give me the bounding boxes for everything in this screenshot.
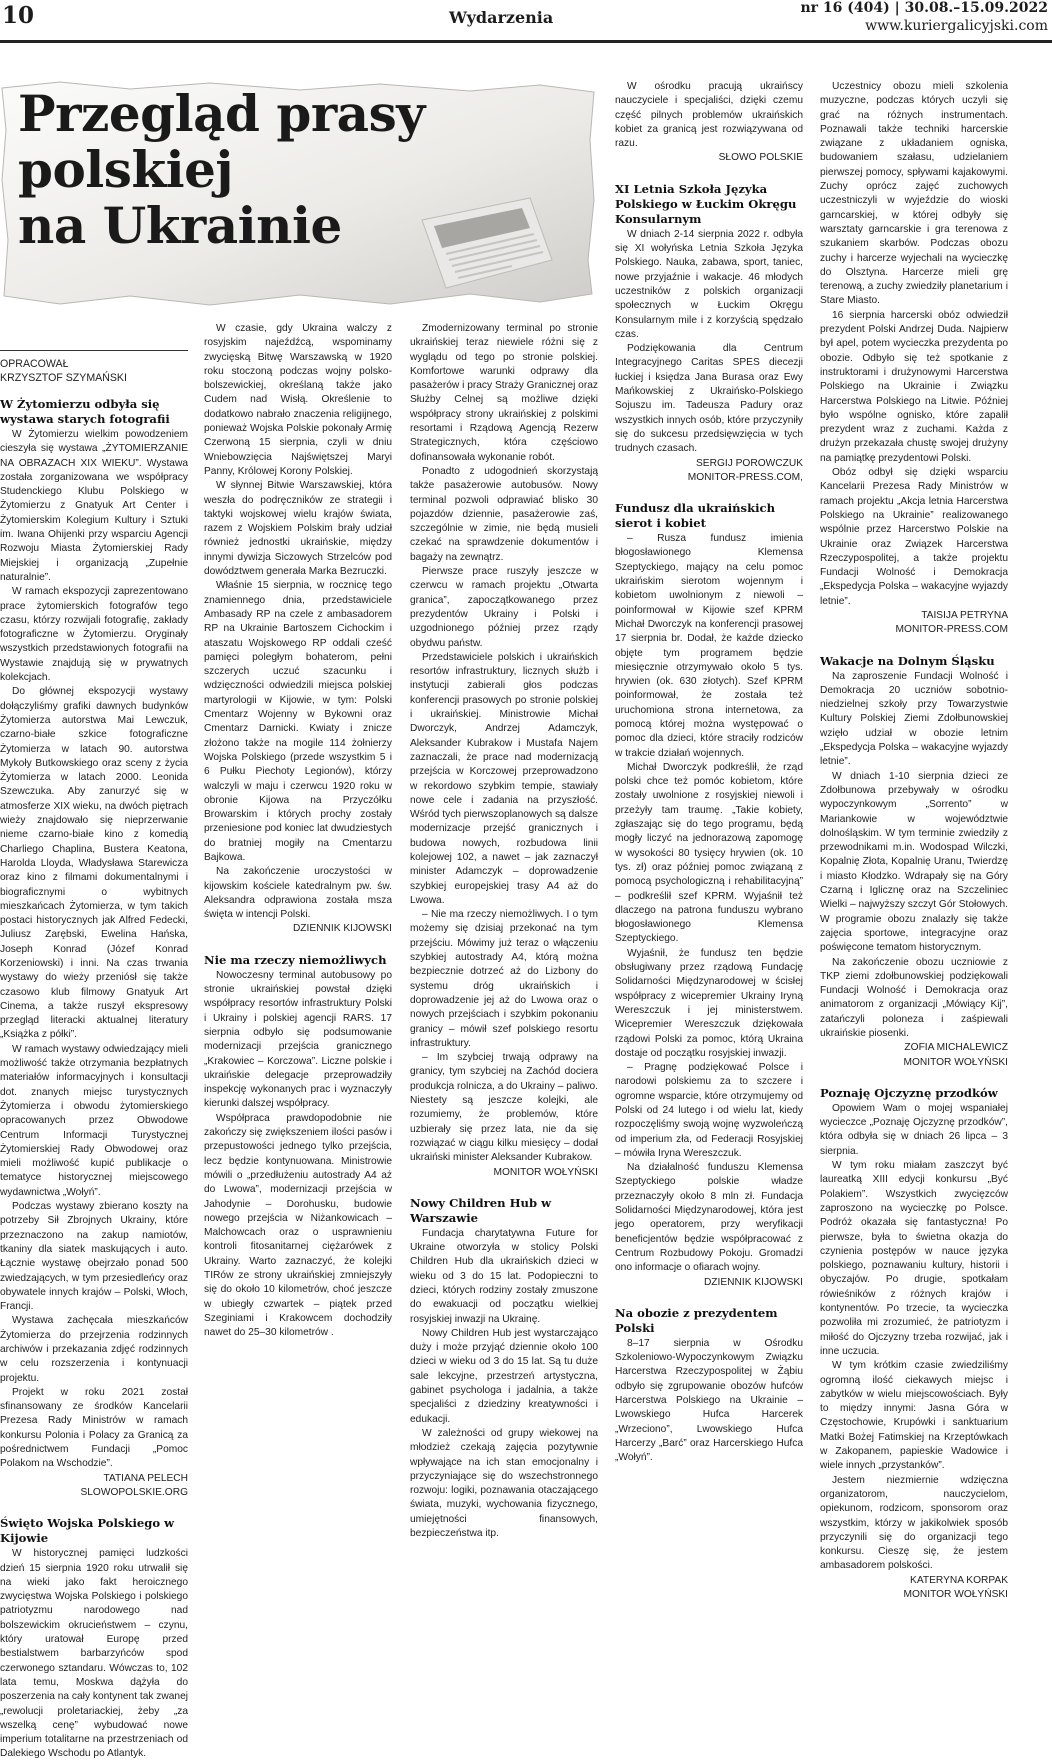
article-headline: Nowy Children Hub w Warszawie: [410, 1195, 552, 1225]
column-5: [820, 80, 1008, 1636]
article-paragraph: W zależności od grupy wiekowej na młodzież czekają zajęcia pozytywnie wpływające na ich stan emocjonalny i przyczyniające się do wszechstronnego rozwoju: logiki, poznawania otaczającego świata, muzyki, wychowania fizycznego, umiejętności finansowych, bezpieczeństwa itp.: [410, 1427, 598, 1540]
article-source: SLOWOPOLSKIE.ORG: [80, 1486, 188, 1498]
newspaper-icon: [412, 190, 562, 295]
byline-name: KRZYSZTOF SZYMAŃSKI: [0, 372, 127, 384]
header-rule: [0, 40, 1052, 43]
article-paragraph: Podziękowania dla Centrum Integracyjnego Caritas SPES diecezji łuckiej i księdza Jana Burasa oraz Ewy Mańkowskiej z Ukraińsko-Polskiego Sojuszu im. Tadeusza Padury oraz wszystkich innych osób, które przyczyniły się do sukcesu przedsięwzięcia w tych trudnych czasach.: [615, 343, 803, 455]
article-paragraph: W historycznej pamięci ludzkości dzień 15 sierpnia 1920 roku utrwalił się na wieki jako fakt heroicznego zwycięstwa Wojska Polskiego i polskiego patriotyzmu narodowego nad bolszewickim okrucieństwem – czynu, który uratował Europę przed bestialstwem barbarzyńców spod czerwonego sztandaru. Wówczas to, 102 lata temu, Moskwa dążyła do poszerzenia na cały kontynent tak zwanej „rewolucji proletariackiej, żeby „za wszelką cenę” wybudować nowe imperium totalitarne na przestrzeniach od Dalekiego Wschodu po Atlantyk.: [0, 1548, 189, 1760]
article-paragraph: 16 sierpnia harcerski obóz odwiedził prezydent Polski Andrzej Duda. Najpierw był apel, potem wycieczka prezydenta po obozie. Odbyło się też spotkanie z instruktorami i drużynowymi Harcerstwa Polskiego na Ukrainie i Związku Harcerstwa Polskiego na Litwie. Później było wspólne ognisko, które zapalił prezydent wraz z zuchami. Każda z drużyn przekazała chustę swojej drużyny na pamiątkę prezydentowi Polski.: [820, 309, 1008, 464]
article-headline: Fundusz dla ukraińskich sierot i kobiet: [615, 501, 775, 531]
article-paragraph: W dniach 2-14 sierpnia 2022 r. odbyła się XI wołyńska Letnia Szkoła Języka Polskiego. Nauka, zabawa, sport, taniec, nowe przyjaźnie i wakacje. 46 młodych uczestników z polskich organizacji społecznych w Łuckim Okręgu Konsularnym mile i z korzyścią spędzało czas.: [615, 228, 803, 340]
column-1: [0, 350, 189, 1760]
banner-title-line: na Ukrainie: [18, 196, 342, 255]
article-paragraph: Jestem niezmiernie wdzięczna organizatorom, nauczycielom, opiekunom, rodzicom, sponsorom oraz wszystkim, którzy w jakikolwiek sposób przyczynili się do organizacji tego konkursu. Cieszę się, że jestem ambasadorem polskości.: [820, 1474, 1008, 1572]
article-source: MONITOR-PRESS.COM,: [687, 471, 803, 483]
article-paragraph: W tym roku miałam zaszczyt być laureatką XIII edycji konkursu „Być Polakiem”. Wszystkich zwycięzców zaproszono na wycieczkę po Polsce. Podróż okazała się fantastyczna! Po pierwsze, była to świetna okazja do czynienia postępów w nauce języka polskiego, poznawaniu kultury, historii i obyczajów. Po drugie, spotkałam rówieśników z różnych krajów i kontynentów. Po trzecie, ta wycieczka pozwoliła mi zrozumieć, że patriotyzm i miłość do Ojczyzny trzeba rozwijać, jak i inne uczucia.: [820, 1160, 1008, 1357]
article-paragraph: Do głównej ekspozycji wystawy dołączyliśmy grafiki dawnych budynków Żytomierza autorstwa Mai Lewczuk, czarno-białe szkice fotograficzne Żytomierza w latach 90. autorstwa Mykoły Butkowskiego oraz sceny z życia Żytomierza w latach 2000. Leonida Szewczuka. Aby zanurzyć się w atmosferze XIX wieku, na dwóch piętrach wieży znajdowało się nieprzerwanie nieme czarno-białe kino z komedią Charliego Chaplina, Bustera Keatona, Harolda Lloyda, Władysława Starewicza oraz kino z filmami dokumentalnymi i biograficznymi o wybitnych mieszkańcach Żytomierza, w tym takich postaci historycznych jak Alfred Fedecki, Juliusz Zarębski, Ewelina Hańska, Joseph Konrad (Józef Konrad Korzeniowski) i inni. Na czas trwania wystawy do wieży przeniósł się także czasowo klub filmowy Gnatyuk Art Cinema, a także ruszył ekspresowy przegląd literacki aktualnej literatury „Książka z półki”.: [0, 686, 188, 1041]
page-header: [0, 0, 1052, 44]
issue-info: [801, 0, 1049, 35]
article-paragraph: Współpraca prawdopodobnie nie zakończy się zwiększeniem ilości pasów i przepustowości jednego tylko przejścia, lecz będzie kontynuowana. Ministrowie mówili o „przedłużeniu autostrady A4 aż do Lwowa”, modernizacji przejścia w Jahodynie – Dorohusku, budowie nowego przejścia w Niżankowicach – Malchowcach oraz o usprawnieniu kontroli fitosanitarnej ciężarówek z Ukrainy. Warto zaznaczyć, że kolejki TIRów ze strony ukraińskiej zmniejszyły się do około 10 kilometrów, choć jeszcze w ubiegły czwartek – piątek przed Szeginiami i Krakowcem dochodziły nawet do 25–30 kilometrów .: [204, 1112, 392, 1339]
article-paragraph: Nowoczesny terminal autobusowy po stronie ukraińskiej powstał dzięki współpracy resortów infrastruktury Polski i Ukrainy i polskiej agencji RARS. 17 sierpnia odbyło się podsumowanie modernizacji przejścia granicznego „Krakowiec – Korczowa”. Liczne polskie i ukraińskie delegacje przeprowadziły inspekcję wykonanych prac i wyznaczyły kierunki dalszej współpracy.: [204, 969, 392, 1110]
article-headline: XI Letnia Szkoła Języka Polskiego w Łuckim Okręgu Konsularnym: [615, 181, 797, 226]
article-source: MONITOR WOŁYŃSKI: [903, 1588, 1008, 1600]
article-paragraph: Projekt w roku 2021 został sfinansowany ze środków Kancelarii Prezesa Rady Ministrów w ramach konkursu Polonia i Polacy za Granicą za pośrednictwem Fundacji „Pomoc Polakom na Wschodzie”.: [0, 1386, 188, 1470]
article-paragraph: Właśnie 15 sierpnia, w rocznicę tego znamiennego dnia, przedstawiciele Ambasady RP na czele z ambasadorem RP na Ukrainie Bartoszem Cichockim i ataszatu Wojskowego RP oddali cześć pamięci poległym bohaterom, pełni szczerych uczuć szacunku i wdzięczności odwiedzili miejsca polskiej martyrologii w Kijowie, w tym: Polski Cmentarz Wojenny w Bykowni oraz Cmentarz Darnicki. Kwiaty i znicze złożono także na mogile 114 żołnierzy Wojska Polskiego (przede wszystkim 5 i 6 Pułku Piechoty Legionów), którzy walczyli w maju i czerwcu 1920 roku w obronie Kijowa na Przyczółku Browarskim i których prochy zostały przeniesione pod koniec lat dwudziestych do bratniej mogiły na Cmentarzu Bajkowa.: [204, 580, 392, 863]
article-paragraph: Obóz odbył się dzięki wsparciu Kancelarii Prezesa Rady Ministrów w ramach projektu „Akcja letnia Harcerstwa Polskiego na Ukrainie” realizowanego wspólnie przez Harcerstwo Polskie na Ukrainie oraz Związek Harcerstwa Rzeczypospolitej, a także projektu Fundacji Wolność i Demokracja „Ekspedycja Polska – wakacyjne wyjazdy letnie”.: [820, 467, 1008, 607]
article-paragraph: W dniach 1-10 sierpnia dzieci ze Zdołbunowa przebywały w ośrodku wypoczynkowym „Sorrento” w Mariankowie w województwie dolnośląskim. W tym terminie zwiedziły z przewodnikami m.in. Wodospad Wilczki, Kopalnię Złota, Kopalnię Uranu, Twierdzę i miasto Kłodzko. Wdrapały się na Góry Czarną i Iglicznę oraz na Szczeliniec Wielki – najwyższy szczyt Gór Stołowych. W programie obozu znalazły się także zajęcia sportowe, integracyjne oraz poświęcone tematom historycznym.: [820, 770, 1008, 954]
article-source: SŁOWO POLSKIE: [718, 152, 803, 164]
article-author: TAISIJA PETRYNA: [921, 609, 1008, 621]
byline-label: OPRACOWAŁ: [0, 358, 69, 370]
article-paragraph: Opowiem Wam o mojej wspaniałej wycieczce „Poznaję Ojczyznę przodków”, która odbyła się w dniach 26 lipca – 3 sierpnia.: [820, 1102, 1008, 1157]
article-paragraph: Na zakończenie uroczystości w kijowskim kościele katedralnym pw. św. Aleksandra odprawiona została msza święta w intencji Polski.: [204, 866, 392, 921]
article-paragraph: – Pragnę podziękować Polsce i narodowi polskiemu za to szczere i ogromne wsparcie, które otrzymujemy od Polski od 24 lutego i od wielu lat, kiedy rozpoczęliśmy swoją wojnę wyzwoleńczą od imperium zła, od Federacji Rosyjskiej – mówiła Iryna Wereszczuk.: [615, 1062, 803, 1159]
article-paragraph: W ośrodku pracują ukraińscy nauczyciele i specjaliści, dzięki czemu część pilnych problemów ukraińskich kobiet za granicą jest rozwiązywana od razu.: [615, 81, 803, 150]
article-paragraph: W czasie, gdy Ukraina walczy z rosyjskim najeźdźcą, wspominamy zwycięską Bitwę Warszawską w 1920 roku stoczoną podczas wojny polsko-bolszewickiej, określaną także jako Cudem nad Wisłą. Określenie to dodatkowo nabrało znaczenia religijnego, ponieważ Wojska Polskie pokonały Armię Czerwoną 15 sierpnia, czyli w dniu Wniebowzięcia Najświętszej Maryi Panny, Królowej Korony Polskiej.: [204, 323, 392, 477]
banner-title-line: Przegląd prasy: [18, 84, 425, 143]
column-3: [410, 322, 598, 1636]
article-paragraph: Podczas wystawy zbierano koszty na potrzeby Sił Zbrojnych Ukrainy, które przeznaczono na zakup namiotów, tkaniny dla siatek maskujących i auto. Łącznie wystawę obejrzało ponad 500 zwiedzających, w tym przesiedleńcy oraz obywatele innych krajów – Polski, Włoch, Francji.: [0, 1201, 188, 1313]
article-paragraph: Wyjaśnił, że fundusz ten będzie obsługiwany przez rządową Fundację Solidarności Międzynarodowej w ścisłej współpracy z wicepremier Ukrainy Iryną Wereszczuk i jej ministerstwem. Wicepremier Wereszczuk dziękowała rządowi Polski za pomoc, którą Ukraina dostaje od początku rosyjskiej inwazji.: [615, 947, 803, 1059]
article-paragraph: Na zakończenie obozu uczniowie z TKP ziemi zdołbunowskiej podziękowali Fundacji Wolność i Demokracja oraz animatorom z organizacji „Mówiący Kij”, zatańczyli poloneza i zaśpiewali ukraińskie piosenki.: [820, 956, 1008, 1039]
banner-title-line: polskiej: [18, 140, 233, 199]
article-source: DZIENNIK KIJOWSKI: [703, 1276, 803, 1288]
article-author: KATERYNA KORPAK: [910, 1574, 1008, 1586]
article-paragraph: Uczestnicy obozu mieli szkolenia muzyczne, podczas których uczyli się grać na różnych instrumentach. Poznawali także techniki harcerskie związane z układaniem ogniska, budowaniem szałasu, udzielaniem pierwszej pomocy, spływami kajakowymi. Zuchy oprócz zajęć zuchowych uczestniczyli w wyjeździe do wioski garncarskiej, w której odbyły się warsztaty garncarskie i gra terenowa z szukaniem skarbów. Podczas obozu zuchy i harcerze wyjechali na wycieczkę do Olsztyna. Harcerze mieli grę terenową, a zuchy zwiedziły planetarium i Stare Miasto.: [820, 81, 1008, 307]
article-headline: Nie ma rzeczy niemożliwych: [204, 952, 387, 967]
article-author: ZOFIA MICHALEWICZ: [904, 1042, 1008, 1054]
article-paragraph: Przedstawiciele polskich i ukraińskich resortów infrastruktury, licznych służb i instytucji zabierali głos podczas konferencji prasowych po stronie polskiej i ukraińskiej. Ministrowie Michał Dworczyk, Andrzej Adamczyk, Aleksander Kubrakow i Mustafa Najem zaznaczali, że prace nad modernizacją przejścia w Korczowej przeprowadzono w rekordowo szybkim tempie, stawiały nowe cele i zadania na przyszłość. Wśród tych pierwszoplanowych są dalsze modernizacje przejść granicznych i budowa nowych, rozbudowa linii kolejowej 102, a nawet – jak zaznaczył minister Adamczyk – doprowadzenie szybkiej europejskiej trasy A4 aż do Lwowa.: [410, 651, 598, 906]
article-headline: W Żytomierzu odbyła się wystawa starych fotografii: [0, 397, 170, 426]
banner-title: [18, 86, 425, 254]
article-paragraph: Michał Dworczyk podkreślił, że rząd polski chce też pomóc kobietom, które zostały uwolnione z rosyjskiej niewoli i przeżyły tam traumę. „Takie kobiety, zgłaszając się do tego programu, będą mogły liczyć na jednorazową zapomogę w wysokości 80 tysięcy hrywien (ok. 10 tys. zł) oraz później pomoc związaną z pomocą psychologiczną i rehabilitacyjną” – podkreślił szef KPRM. Wyjaśnił też dlaczego na patrona funduszu wybrano błogosławionego Klemensa Szeptyckiego.: [615, 761, 803, 945]
article-paragraph: Na działalność funduszu Klemensa Szeptyckiego polskie władze przeznaczyły około 8 mln zł. Fundacja Solidarności Międzynarodowej, która jest jego operatorem, przy weryfikacji beneficjentów będzie współpracować z Centrum Rozbudowy Pokoju. Gromadzi ono informacje o ofiarach wojny.: [615, 1162, 803, 1274]
article-paragraph: W Żytomierzu wielkim powodzeniem cieszyła się wystawa „ŻYTOMIERZANIE NA OBRAZACH XIX WIEKU”. Wystawa została zorganizowana we współpracy Studenckiego Klubu Polskiego w Żytomierzu z Gnatyuk Art Center i Żytomierskim Kolegium Kultury i Sztuki im. Iwana Ohijenki przy wsparciu Agencji Rozwoju Miasta Żytomierskiej Rady Miejskiej i organizacją „Zupełnie naturalnie”.: [0, 429, 188, 583]
article-headline: Na obozie z prezydentem Polski: [615, 1305, 778, 1335]
section-title: Wydarzenia: [449, 8, 554, 27]
article-paragraph: 8–17 sierpnia w Ośrodku Szkoleniowo-Wypoczynkowym Związku Harcerstwa Rzeczypospolitej w Żąbiu odbyło się zgrupowanie obozów hufców Harcerstwa Polskiego na Ukrainie – Lwowskiego Hufca Harcerek „Wrzeciono”, Lwowskiego Hufca Harcerzy „Barć” oraz Harcerskiego Hufca „Wołyń”.: [615, 1337, 803, 1464]
article-headline: Poznaję Ojczyznę przodków: [820, 1085, 998, 1100]
article-paragraph: – Rusza fundusz imienia błogosławionego Klemensa Szeptyckiego, mający na celu pomoc ukraińskim sierotom wojennym i kobietom uwolnionym z niewoli – poinformował w Kijowie szef KPRM Michał Dworczyk na konferencji prasowej 17 sierpnia br. Dodał, że każde dziecko objęte tym programem będzie miesięcznie otrzymywało około 5 tys. hrywien (ok. 630 złotych). Szef KPRM poinformował, że została też uruchomiona strona internetowa, za pomocą której można występować o pomoc dla dzieci, które straciły rodziców w trakcie działań wojennych.: [615, 533, 803, 759]
article-paragraph: Zmodernizowany terminal po stronie ukraińskiej teraz niewiele różni się z wyglądu od tego po stronie polskiej. Komfortowe warunki odprawy dla pasażerów i pracy Straży Granicznej oraz Służby Celnej są możliwe dzięki współpracy strony ukraińskiej z polskimi resortami i Rządową Agencją Rezerw Strategicznych, która częściowo dofinansowała wykonanie robót.: [410, 323, 598, 463]
issue-number: nr 16 (404) | 30.08.–15.09.2022: [800, 0, 1048, 16]
article-source: MONITOR WOŁYŃSKI: [903, 1056, 1008, 1068]
article-paragraph: Ponadto z udogodnień skorzystają także pasażerowie autobusów. Nowy terminal pozwoli odprawiać blisko 30 pojazdów dziennie, pasażerowie zaś, szczególnie w zimie, nie będą musieli czekać na sprawdzenie dokumentów i bagaży na zewnątrz.: [410, 465, 598, 563]
review-banner: [0, 80, 596, 310]
article-author: SERGIJ POROWCZUK: [696, 457, 803, 469]
article-paragraph: W tym krótkim czasie zwiedziliśmy ogromną ilość ciekawych miejsc i zabytków w wielu miejscowościach. Były to między innymi: Jasna Góra w Częstochowie, Krupówki i sanktuarium Matki Bożej Fatimskiej na Krzeptówkach w Zakopanem, papieskie Wadowice i wiele innych „przystanków”.: [820, 1360, 1008, 1472]
page-number: 10: [2, 2, 35, 29]
article-paragraph: – Nie ma rzeczy niemożliwych. I o tym możemy się dzisiaj przekonać na tym przejściu. Mówimy już teraz o włączeniu szybkiej autostrady A4, którą można bezpiecznie dotrzeć aż do Lizbony do systemu dróg ukraińskich i doprowadzenie jej aż do Lwowa oraz o nowych przejściach i szybkim pokonaniu granicy – mówił szef polskiego resortu infrastruktury.: [410, 909, 598, 1049]
article-paragraph: Na zaproszenie Fundacji Wolność i Demokracja 20 uczniów sobotnio-niedzielnej szkoły przy Towarzystwie Kultury Polskiej Ziemi Zdołbunowskiej wzięło udział w obozie letnim „Ekspedycja Polska – wakacyjne wyjazdy letnie”.: [820, 670, 1008, 768]
article-author: TATIANA PELECH: [103, 1472, 188, 1484]
byline: [0, 350, 188, 385]
article-headline: Święto Wojska Polskiego w Kijowie: [0, 1516, 175, 1546]
article-paragraph: W ramach ekspozycji zaprezentowano prace żytomierskich fotografów tego czasu, którzy rozwijali fotografię, zakłady fotograficzne w Żytomierzu. Oryginały wszystkich przedstawionych fotografii na Wystawie znajdują się w prywatnych kolekcjach.: [0, 586, 188, 684]
article-paragraph: W słynnej Bitwie Warszawskiej, która weszła do podręczników ze strategii i taktyki wojskowej wielu krajów świata, razem z Wojskiem Polskim brały udział również jednostki ukraińskie, między innymi dywizja Siczowych Strzelców pod dowództwem generała Marka Bezruczki.: [204, 480, 392, 578]
column-4: [615, 80, 803, 1636]
article-paragraph: Wystawa zachęcała mieszkańców Żytomierza do przejrzenia rodzinnych archiwów i przekazania zdjęć rodzinnych w celu rozszerzenia i kontynuacji projektu.: [0, 1315, 188, 1384]
article-headline: Wakacje na Dolnym Śląsku: [820, 653, 995, 668]
article-paragraph: Pierwsze prace ruszyły jeszcze w czerwcu w ramach projektu „Otwarta granica”, zapoczątkowanego przez prezydentów Ukrainy i Polski i uzgodnionego później przez rządy obydwu państw.: [410, 566, 598, 649]
article-source: MONITOR WOŁYŃSKI: [493, 1166, 598, 1178]
website-url: www.kuriergalicyjski.com: [865, 18, 1048, 34]
article-paragraph: Fundacja charytatywna Future for Ukraine otworzyła w stolicy Polski Children Hub dla ukraińskich dzieci w wieku od 3 do 15 lat. Podopieczni to dzieci, których rodziny zostały zmuszone do ewakuacji od początku wielkiej rosyjskiej inwazji na Ukrainę.: [410, 1227, 598, 1325]
article-source: MONITOR-PRESS.COM: [895, 624, 1008, 636]
article-paragraph: W ramach wystawy odwiedzający mieli możliwość także otrzymania bezpłatnych materiałów informacyjnych i konsultacji dot. znanych miejsc turystycznych Żytomierza i obwodu żytomierskiego opracowanych przez Obwodowe Centrum Informacji Turystycznej Żytomierskiej Rady Obwodowej oraz mieli możliwość kupić publikacje o tematyce historycznej miejscowego wydawnictwa „Wołyń”.: [0, 1043, 188, 1198]
article-source: DZIENNIK KIJOWSKI: [292, 923, 392, 935]
article-paragraph: Nowy Children Hub jest wystarczająco duży i może przyjąć dziennie około 100 dzieci w wieku od 3 do 15 lat. Są tu duże sale lekcyjne, przestrzeń artystyczna, gabinet psychologa i jadalnia, a także specjaliści z dziedziny kreatywności i edukacji.: [410, 1327, 598, 1425]
article-paragraph: – Im szybciej trwają odprawy na granicy, tym szybciej na Zachód dociera produkcja rolnicza, a do Ukrainy – paliwo. Niestety są jeszcze kolejki, ale rozumiemy, że problemów, które uzbierały się przez lata, nie da się rozwiązać w ciągu kilku miesięcy – dodał ukraiński minister Aleksander Kubrakow.: [410, 1052, 598, 1164]
column-2: [204, 322, 392, 1636]
